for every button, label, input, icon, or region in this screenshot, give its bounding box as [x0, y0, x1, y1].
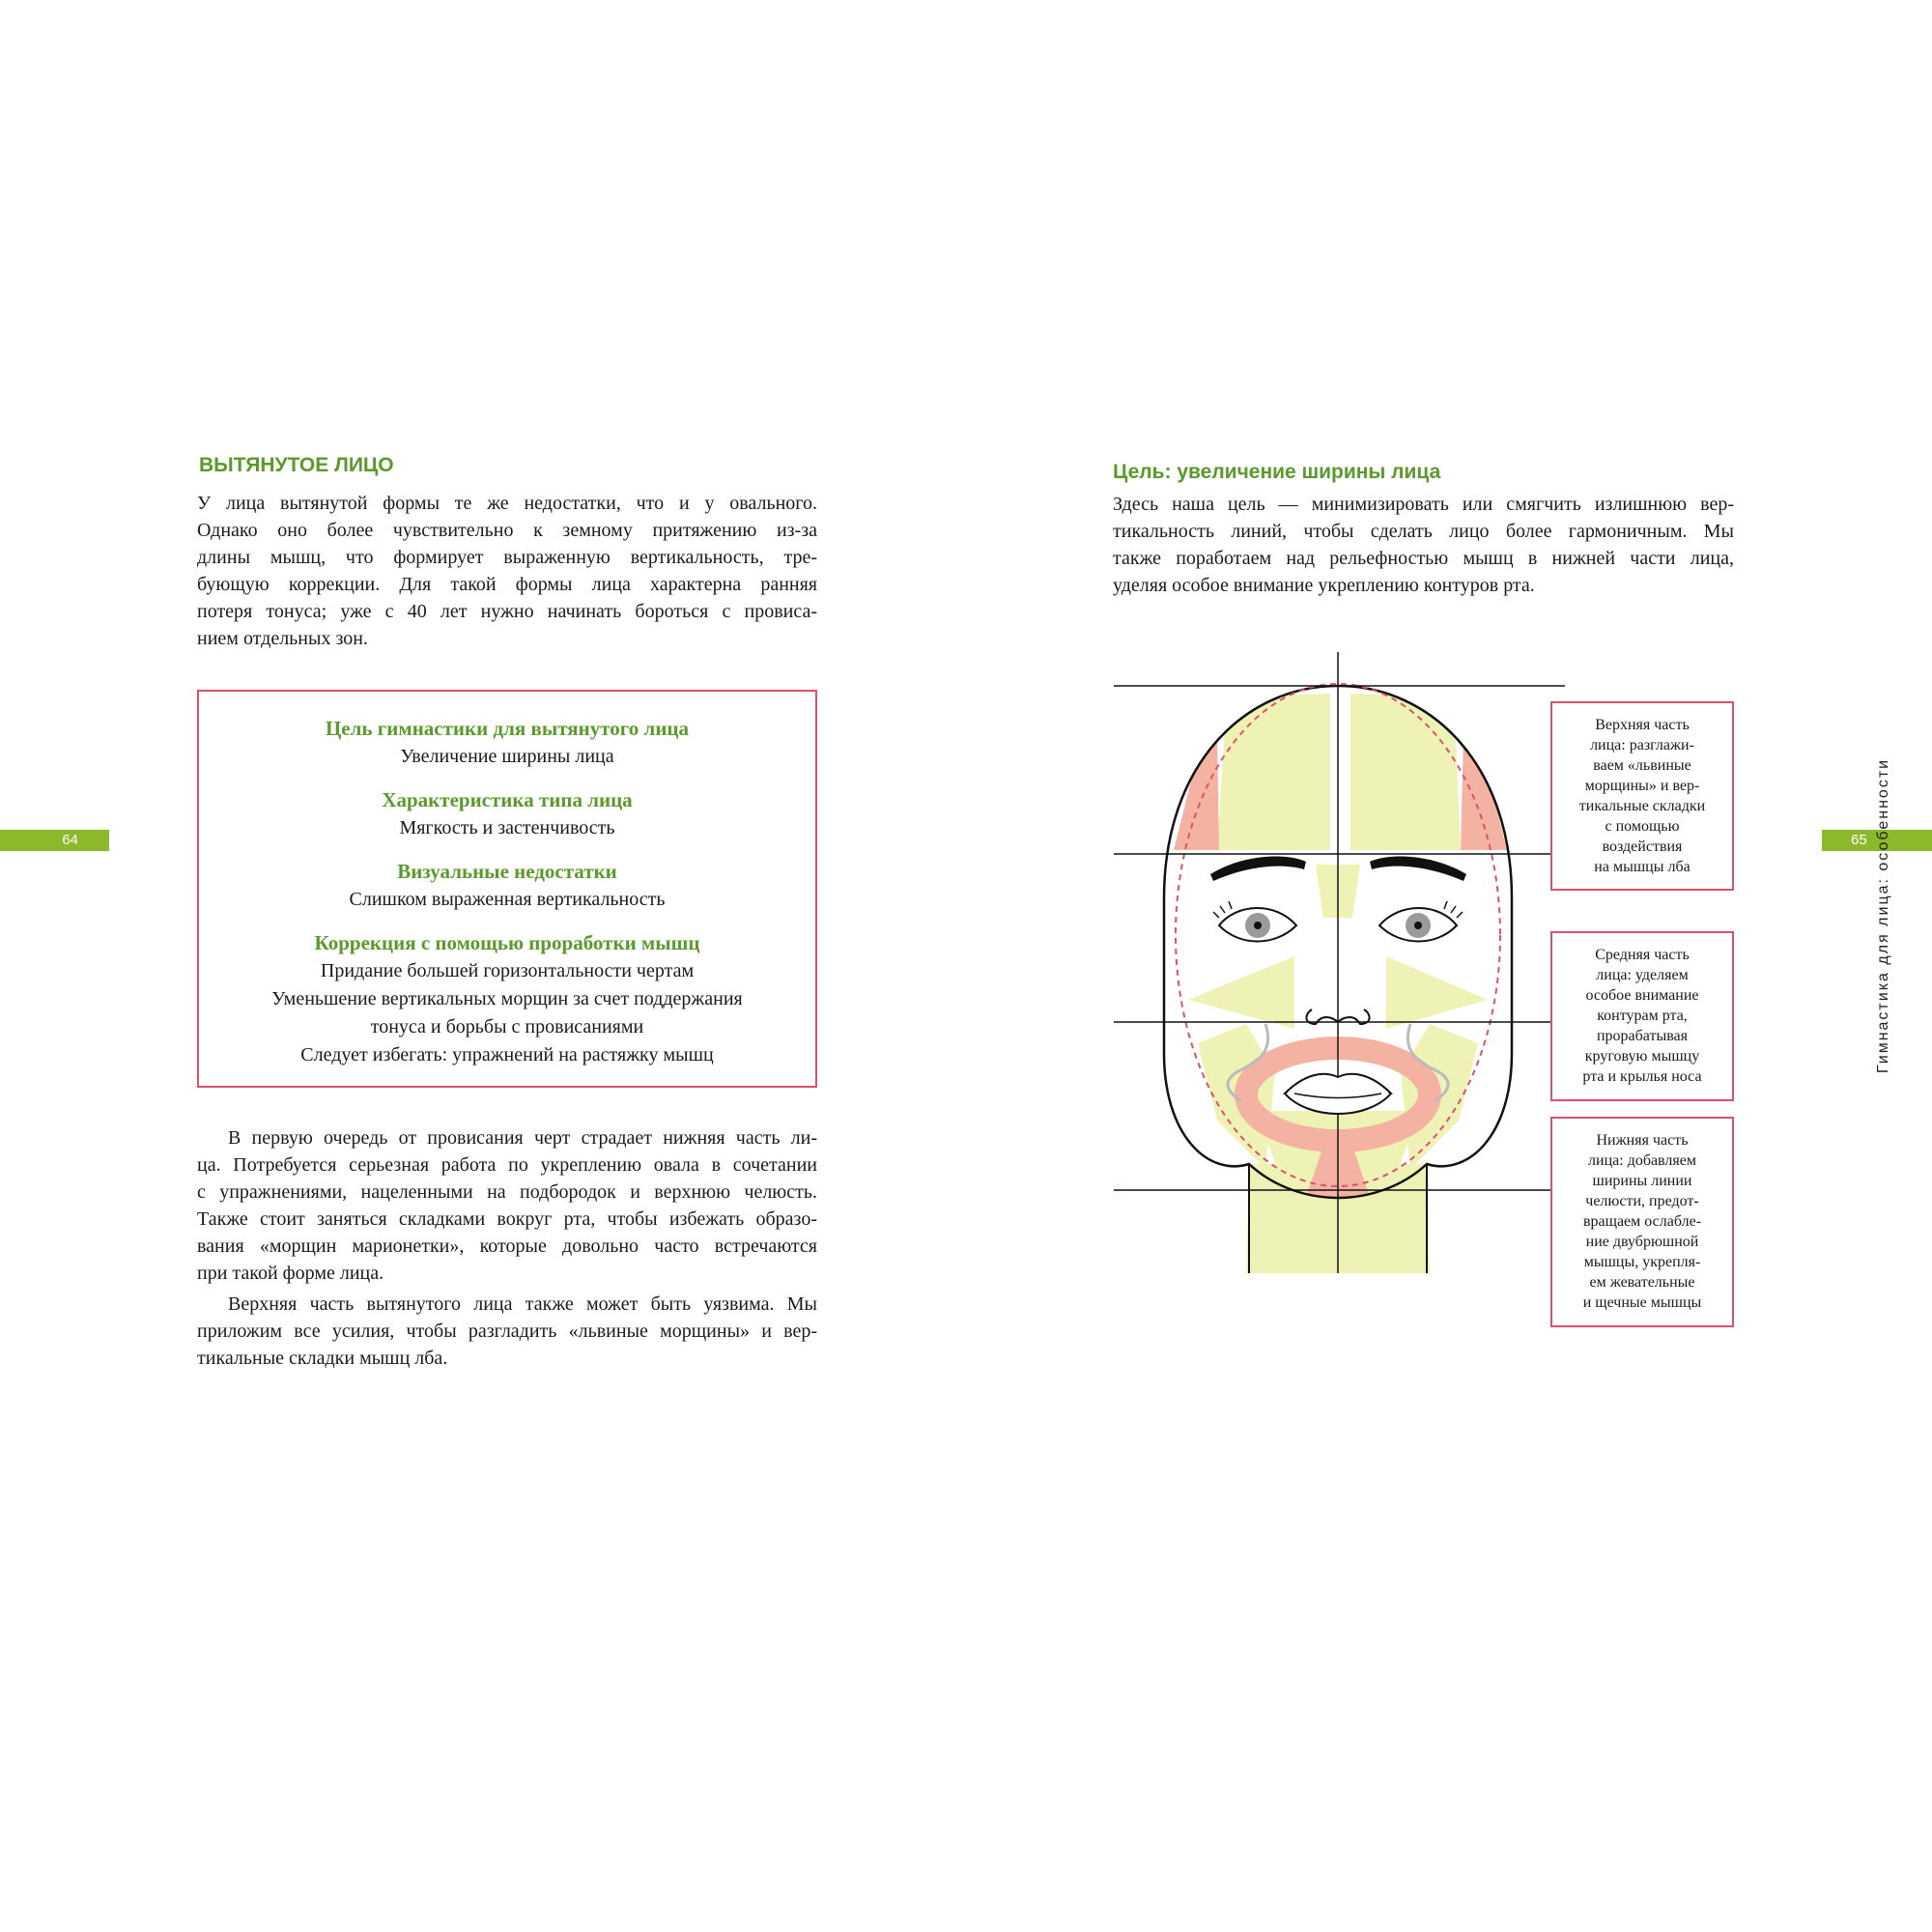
eye-right-icon [1379, 901, 1463, 942]
text-line: приложим все усилия, чтобы разгладить «львиные морщины» и вер- [197, 1321, 817, 1342]
correction-line: Придание большей горизонтальности чертам [320, 960, 695, 981]
cheek-zone-right [1386, 956, 1488, 1029]
text-line: потеря тонуса; уже с 40 лет нужно начинать бороться с провиса- [197, 601, 817, 622]
correction-heading: Коррекция с помощью проработки мышц [314, 931, 700, 954]
text-line: с упражнениями, нацеленными на подбородок и верхнюю челюсть. [197, 1181, 817, 1203]
note-line: тикальные складки [1578, 798, 1706, 814]
note-lower [1550, 1117, 1734, 1327]
note-line: на мышцы лба [1594, 859, 1690, 875]
text-line: бующую коррекции. Для такой формы лица характерна ранняя [197, 574, 817, 595]
note-line: прорабатывая [1596, 1028, 1689, 1044]
correction-line: Следует избегать: упражнений на растяжку мышц [300, 1044, 714, 1065]
cheek-zone-left [1188, 956, 1294, 1029]
flaws-text: Слишком выраженная вертикальность [349, 889, 666, 910]
note-middle [1550, 931, 1734, 1101]
text-line: У лица вытянутой формы те же недостатки, что и у овального. [197, 493, 817, 514]
note-line: с помощью [1605, 818, 1680, 835]
temple-zone-left [1174, 734, 1219, 850]
goal-heading: Цель гимнастики для вытянутого лица [325, 717, 690, 740]
note-line: Средняя часть [1595, 947, 1690, 963]
eyebrow-right [1370, 856, 1466, 881]
flaws-heading: Визуальные недостатки [397, 860, 617, 883]
type-text: Мягкость и застенчивость [399, 817, 615, 838]
page-number: 64 [62, 832, 78, 848]
text-line: В первую очередь от провисания черт страдает нижняя часть ли- [228, 1127, 817, 1149]
goal-text: Увеличение ширины лица [400, 746, 614, 767]
correction-line: тонуса и борьбы с провисаниями [370, 1016, 644, 1037]
text-line: Также стоит заняться складками вокруг рта, чтобы избежать образо- [197, 1208, 817, 1230]
text-line: Верхняя часть вытянутого лица также может быть уязвима. Мы [228, 1293, 817, 1315]
zones [1174, 694, 1507, 1203]
note-line: морщины» и вер- [1584, 778, 1700, 794]
forehead-zone-left [1217, 694, 1330, 850]
text-line: нием отдельных зон. [197, 628, 368, 649]
note-line: ние двубрюшной [1585, 1234, 1699, 1250]
correction-line: Уменьшение вертикальных морщин за счет поддержания [271, 988, 743, 1009]
eye-left-icon [1213, 901, 1296, 942]
note-line: лица: разглажи- [1590, 737, 1694, 753]
note-line: особое внимание [1585, 987, 1699, 1004]
section-heading: ВЫТЯНУТОЕ ЛИЦО [199, 454, 394, 476]
note-line: мышцы, укрепля- [1583, 1254, 1701, 1270]
text-line: длины мышц, что формирует выраженную вертикальность, тре- [197, 547, 817, 568]
note-line: лица: уделяем [1596, 967, 1689, 983]
note-line: круговую мышцу [1584, 1048, 1700, 1065]
lips-icon [1285, 1074, 1391, 1114]
note-upper [1550, 701, 1734, 891]
note-line: рта и крылья носа [1582, 1068, 1702, 1085]
forehead-zone-right [1350, 694, 1461, 850]
goal-heading-right: Цель: увеличение ширины лица [1113, 461, 1441, 483]
note-line: ширины линии [1592, 1173, 1692, 1189]
text-line: также поработаем над рельефностью мышц в нижней части лица, [1113, 548, 1734, 569]
note-line: ваем «львиные [1593, 757, 1691, 774]
text-line: тикальные складки мышц лба. [197, 1348, 448, 1369]
note-line: и щечные мышцы [1582, 1294, 1702, 1311]
text-line: при такой форме лица. [197, 1263, 384, 1284]
text-line: ца. Потребуется серьезная работа по укреплению овала в сочетании [197, 1154, 817, 1176]
note-line: Верхняя часть [1595, 717, 1690, 733]
note-line: ем жевательные [1589, 1274, 1695, 1291]
text-line: вания «морщин марионетки», которые довольно часто встречаются [197, 1236, 817, 1257]
eyebrow-left [1210, 856, 1306, 881]
note-line: челюсти, предот- [1585, 1193, 1699, 1209]
note-line: лица: добавляем [1588, 1152, 1696, 1169]
note-line: воздействия [1602, 838, 1683, 855]
text-line: уделяя особое внимание укреплению контуров рта. [1113, 575, 1535, 596]
note-line: Нижняя часть [1596, 1132, 1689, 1149]
note-line: вращаем ослабле- [1582, 1213, 1702, 1230]
type-heading: Характеристика типа лица [382, 788, 633, 811]
text-line: тикальность линий, чтобы сделать лицо более гармоничным. Мы [1113, 521, 1734, 542]
note-line: контурам рта, [1597, 1008, 1688, 1024]
text-line: Однако оно более чувствительно к земному притяжению из-за [197, 520, 817, 541]
page-number: 65 [1851, 832, 1867, 848]
text-line: Здесь наша цель — минимизировать или смягчить излишнюю вер- [1113, 494, 1734, 515]
running-head: Гимнастика для лица: особенности [1875, 757, 1891, 1073]
